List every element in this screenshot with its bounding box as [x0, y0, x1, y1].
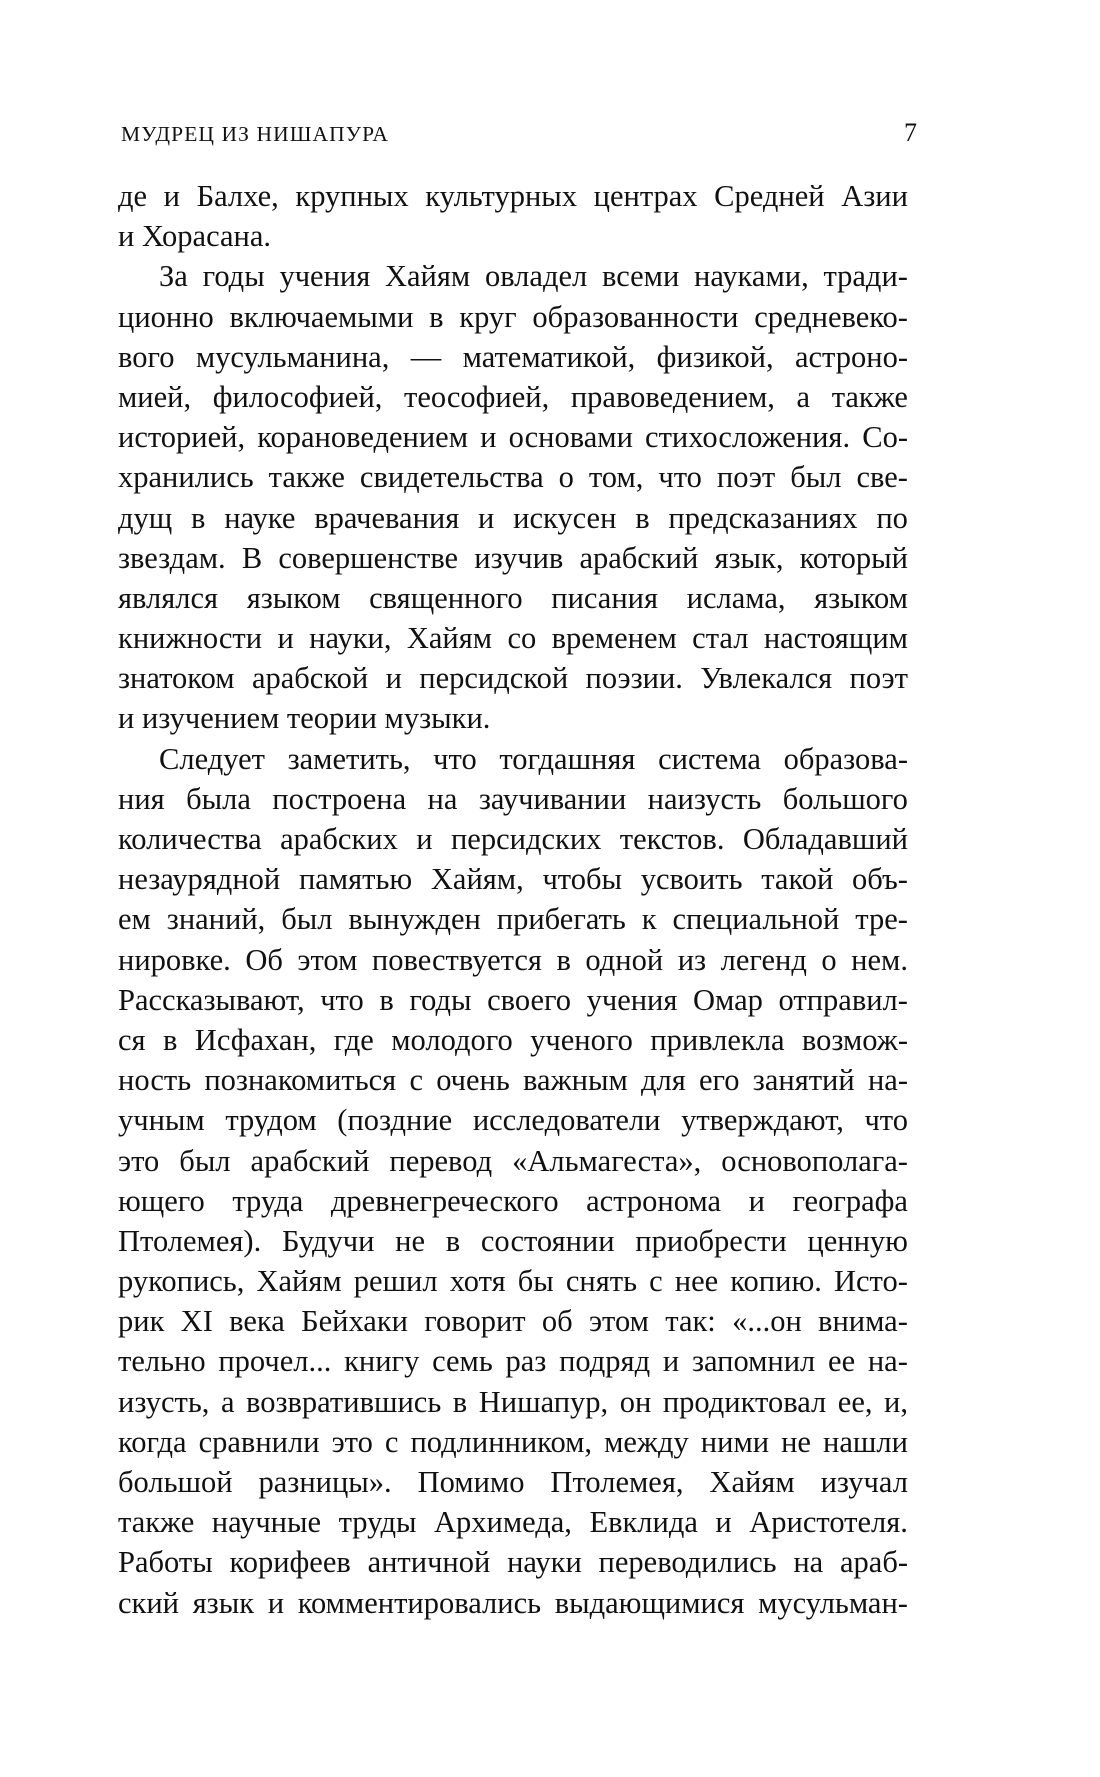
word: поэзии.	[585, 661, 683, 696]
word: арабский	[250, 1143, 370, 1178]
word: Архимеда,	[433, 1505, 572, 1540]
word: изучал	[820, 1465, 908, 1499]
text-line	[118, 1462, 908, 1502]
word: состоянии	[480, 1223, 615, 1258]
text-line	[118, 538, 908, 578]
word: а	[220, 1384, 235, 1419]
word: также	[118, 1505, 195, 1540]
word: текстов.	[619, 822, 725, 856]
word: была	[186, 781, 251, 816]
word: что	[320, 982, 364, 1017]
word: Об	[245, 942, 283, 977]
word: ность	[118, 1063, 192, 1098]
text-line	[118, 1542, 908, 1582]
word: ционно	[118, 299, 214, 334]
word: на	[793, 1545, 824, 1580]
word: в	[191, 500, 206, 535]
word: годы	[409, 982, 472, 1017]
text-line	[118, 297, 908, 337]
word: легенд	[720, 942, 807, 977]
word: повествуется	[371, 942, 542, 977]
word: и	[478, 500, 495, 535]
word: астроно-	[794, 339, 908, 374]
word: продиктовал	[662, 1384, 827, 1419]
word: поэт	[849, 661, 908, 696]
word: система	[658, 741, 761, 776]
word: со	[507, 621, 537, 656]
word: науке	[224, 500, 296, 535]
word: центрах	[593, 179, 698, 213]
word: и изучением теории музыки.	[118, 701, 491, 736]
word: араб-	[840, 1545, 908, 1580]
word: и	[277, 621, 294, 656]
word: культурных	[425, 179, 578, 213]
text-line	[118, 859, 908, 899]
word: хранились	[118, 460, 254, 495]
word: арабский	[579, 540, 699, 575]
word: снять	[565, 1264, 637, 1299]
word: не	[781, 1424, 811, 1459]
word: большой	[118, 1465, 233, 1499]
word: что	[433, 741, 477, 776]
word: заметить,	[287, 741, 411, 776]
text-line	[118, 698, 908, 738]
text-line	[118, 1020, 908, 1060]
word: поэт	[716, 460, 776, 495]
word: вого	[118, 339, 175, 374]
word: являлся	[118, 580, 219, 615]
word: круг	[459, 299, 517, 334]
word: раз	[505, 1344, 547, 1379]
word: священного	[369, 580, 523, 615]
word: познакомиться	[204, 1063, 397, 1098]
text-line	[118, 899, 908, 939]
word: искусен	[513, 500, 617, 535]
text-line	[118, 940, 908, 980]
text-line	[118, 739, 908, 779]
text-line	[118, 1422, 908, 1462]
word: древнегреческого	[330, 1183, 559, 1218]
word: правоведением,	[570, 379, 775, 414]
word: историей,	[118, 420, 246, 455]
word: корифеев	[229, 1545, 351, 1580]
word: приобрести	[635, 1223, 787, 1258]
word: ее,	[837, 1384, 873, 1419]
word: не	[395, 1223, 426, 1258]
word: язык	[192, 1585, 255, 1620]
word: века	[229, 1304, 285, 1339]
word: ем	[118, 902, 151, 937]
word: овладел	[484, 259, 588, 294]
word: физикой,	[656, 339, 774, 374]
word: незаурядной	[118, 862, 281, 897]
text-line	[118, 216, 908, 256]
word: Исфахан,	[194, 1022, 317, 1057]
word: образованности	[532, 299, 739, 334]
word: из	[677, 942, 707, 977]
word: всеми	[601, 259, 680, 294]
word: в	[635, 500, 650, 535]
text-line	[118, 980, 908, 1020]
word: предсказаниях	[668, 500, 858, 535]
word: Хайям	[709, 1465, 795, 1499]
word: науки	[507, 1545, 582, 1580]
word: XI	[180, 1304, 213, 1339]
word: этом	[297, 942, 358, 977]
word: астронома	[586, 1183, 722, 1218]
text-line	[118, 176, 908, 216]
word: мией,	[118, 379, 192, 414]
word: возмож-	[801, 1022, 908, 1057]
word: когда	[118, 1424, 187, 1459]
word: (поздние	[337, 1103, 453, 1138]
word: настоящим	[763, 621, 908, 656]
word: науки,	[309, 621, 392, 656]
word: и	[385, 661, 402, 696]
text-line	[118, 498, 908, 538]
word: такой	[761, 862, 834, 897]
word: был	[179, 1143, 231, 1178]
word: годы	[202, 259, 265, 294]
word: корановедением	[257, 420, 469, 455]
word: книжности	[118, 621, 263, 656]
word: в	[379, 982, 394, 1017]
word: говорит	[424, 1304, 526, 1339]
word: и	[748, 1183, 765, 1218]
word: Бейхаки	[301, 1304, 408, 1339]
word: включаемыми	[229, 299, 414, 334]
word: «...он	[732, 1304, 802, 1339]
word: тради-	[823, 259, 908, 294]
running-head	[121, 118, 921, 152]
text-line	[118, 1583, 908, 1623]
text-line	[118, 1382, 908, 1422]
word: ученого	[530, 1022, 633, 1057]
word: переводились	[598, 1545, 777, 1580]
word: тельно	[118, 1344, 206, 1379]
text-line	[118, 618, 908, 658]
word: где	[333, 1022, 374, 1057]
word: стихосложения.	[645, 420, 851, 455]
word: Увлекался	[700, 661, 833, 696]
word: также	[268, 460, 345, 495]
word: прочел...	[218, 1344, 332, 1379]
word: нировке.	[118, 942, 231, 977]
word: труда	[232, 1183, 304, 1218]
word: и	[267, 1585, 285, 1620]
word: своего	[487, 982, 571, 1017]
word: «Альмагеста»,	[512, 1143, 702, 1178]
word: построена	[272, 781, 407, 816]
word: он	[619, 1384, 652, 1419]
word: Аристотеля.	[749, 1505, 908, 1540]
word: Работы	[118, 1545, 213, 1580]
word: о	[558, 460, 574, 495]
word: сравнили	[198, 1424, 320, 1459]
word: это	[118, 1143, 160, 1178]
word: привлекла	[650, 1022, 785, 1057]
word: За	[159, 259, 188, 294]
word: нем.	[851, 942, 908, 977]
word: с	[409, 1063, 423, 1098]
text-line	[118, 1221, 908, 1261]
word: том,	[588, 460, 644, 495]
word: к	[641, 902, 657, 937]
word: для	[641, 1063, 686, 1098]
word: географа	[792, 1183, 908, 1218]
word: ее	[828, 1344, 856, 1379]
word: Азии	[841, 179, 908, 213]
word: Омар	[693, 982, 763, 1017]
text-line	[118, 417, 908, 457]
word: так:	[665, 1304, 716, 1339]
word: прибегать	[496, 902, 626, 937]
word: труды	[338, 1505, 417, 1540]
word: был	[281, 902, 333, 937]
word: также	[831, 379, 908, 414]
word: писания	[551, 580, 659, 615]
word: Хайям	[384, 259, 471, 294]
word: ними	[700, 1424, 770, 1459]
word: вынужден	[348, 902, 481, 937]
word: тогдашняя	[499, 741, 636, 776]
word: комментировались	[297, 1585, 542, 1620]
word: это	[331, 1424, 373, 1459]
word: возвратившись	[246, 1384, 442, 1419]
word: книгу	[344, 1344, 420, 1379]
word: языком	[814, 580, 908, 615]
word: рик	[118, 1304, 165, 1339]
word: очень	[436, 1063, 510, 1098]
word: подряд	[559, 1344, 651, 1379]
body-text-block	[118, 176, 908, 1623]
word: в	[445, 1223, 461, 1258]
text-line	[118, 1301, 908, 1341]
word: мусульманина,	[195, 339, 390, 374]
word: дущ	[118, 500, 173, 535]
word: одной	[585, 942, 664, 977]
word: количества	[118, 822, 262, 856]
word: о	[821, 942, 837, 977]
word: стал	[692, 621, 749, 656]
word: свидетельства	[359, 460, 544, 495]
word: В	[241, 540, 263, 575]
word: трудом	[225, 1103, 317, 1138]
word: Хайям	[406, 621, 493, 656]
page-number: 7	[904, 118, 917, 147]
word: важным	[523, 1063, 628, 1098]
word: арабской	[251, 661, 369, 696]
word: мусульман-	[758, 1585, 908, 1620]
word: персидской	[419, 661, 569, 696]
word: об	[541, 1304, 573, 1339]
word: Исто-	[833, 1264, 908, 1299]
word: учения	[586, 982, 678, 1017]
word: философией,	[212, 379, 383, 414]
word: наизусть	[647, 781, 762, 816]
text-line	[118, 1502, 908, 1542]
word: нашли	[823, 1424, 908, 1459]
word: средневеко-	[754, 299, 908, 334]
word: занятий	[752, 1063, 855, 1098]
word: и Хорасана.	[118, 219, 272, 254]
word: и,	[884, 1384, 908, 1419]
word: ский	[118, 1585, 179, 1620]
word: ния	[118, 781, 165, 816]
word: Евклида	[589, 1505, 698, 1540]
word: Птолемея,	[550, 1465, 684, 1499]
word: ценную	[807, 1223, 908, 1258]
word: науками,	[694, 259, 809, 294]
word: с	[649, 1264, 663, 1299]
word: перевод	[389, 1143, 493, 1178]
word: в	[429, 299, 444, 334]
word: был	[790, 460, 842, 495]
word: образова-	[783, 741, 908, 776]
word: изучив	[474, 540, 564, 575]
word: хотя	[449, 1264, 506, 1299]
word: Рассказывают,	[118, 982, 305, 1017]
word: объ-	[852, 862, 908, 897]
word: знаний,	[166, 902, 266, 937]
word: семь	[432, 1344, 493, 1379]
word: и	[163, 179, 180, 213]
word: усвоить	[640, 862, 743, 897]
text-line	[118, 1181, 908, 1221]
word: что	[864, 1103, 908, 1138]
word: изусть,	[118, 1384, 210, 1419]
word: что	[658, 460, 702, 495]
text-line	[118, 658, 908, 698]
word: Обладавший	[742, 822, 908, 856]
word: и	[662, 1344, 680, 1379]
word: который	[799, 540, 908, 575]
text-line	[118, 779, 908, 819]
word: Балхе,	[196, 179, 279, 213]
word: подлинником,	[410, 1424, 593, 1459]
word: теософией,	[404, 379, 550, 414]
word: отправил-	[778, 982, 908, 1017]
word: врачевания	[314, 500, 460, 535]
text-line	[118, 578, 908, 618]
word: античной	[367, 1545, 491, 1580]
word: Средней	[714, 179, 825, 213]
word: знатоком	[118, 661, 235, 696]
word: а	[796, 379, 811, 414]
word: на-	[867, 1344, 908, 1379]
word: Следует	[159, 741, 265, 776]
word: Нишапур,	[478, 1384, 609, 1419]
word: с	[384, 1424, 399, 1459]
word: и	[715, 1505, 732, 1540]
word: Со-	[862, 420, 908, 455]
text-line	[118, 1341, 908, 1381]
word: выдающимися	[554, 1585, 745, 1620]
word: язык,	[714, 540, 784, 575]
text-line	[118, 1060, 908, 1100]
text-line	[118, 457, 908, 497]
word: этом	[588, 1304, 649, 1339]
word: памятью	[298, 862, 413, 897]
word: разницы».	[258, 1465, 392, 1499]
text-line	[118, 377, 908, 417]
word: основополага-	[721, 1143, 908, 1178]
word: основами	[508, 420, 633, 455]
word: большого	[782, 781, 908, 816]
text-line	[118, 256, 908, 296]
word: в	[556, 942, 571, 977]
word: де	[118, 179, 148, 213]
word: между	[604, 1424, 689, 1459]
word: ислама,	[686, 580, 786, 615]
word: Хайям	[256, 1264, 342, 1299]
word: арабских	[280, 822, 398, 856]
word: звездам.	[118, 540, 226, 575]
word: рукопись,	[118, 1264, 245, 1299]
word: в	[452, 1384, 468, 1419]
word: ющего	[118, 1183, 205, 1218]
word: Помимо	[417, 1465, 525, 1499]
text-line	[118, 1261, 908, 1301]
word: тре-	[855, 902, 908, 937]
word: внима-	[818, 1304, 908, 1339]
word: и	[416, 822, 433, 856]
text-line	[118, 1141, 908, 1181]
word: бы	[517, 1264, 554, 1299]
word: его	[699, 1063, 740, 1098]
word: ся	[118, 1022, 146, 1057]
word: заучивании	[478, 781, 627, 816]
word: совершенстве	[278, 540, 459, 575]
word: специальной	[672, 902, 840, 937]
word: персидских	[450, 822, 602, 856]
word: копию.	[730, 1264, 822, 1299]
word: и	[480, 420, 497, 455]
word: учения	[279, 259, 371, 294]
word: нее	[674, 1264, 719, 1299]
word: на-	[867, 1063, 908, 1098]
word: молодого	[391, 1022, 513, 1057]
word: временем	[551, 621, 677, 656]
word: в	[162, 1022, 178, 1057]
text-line	[118, 819, 908, 859]
word: решил	[353, 1264, 438, 1299]
word: утверждают,	[681, 1103, 844, 1138]
word: языком	[246, 580, 341, 615]
word: на	[427, 781, 458, 816]
running-head-title: МУДРЕЦ ИЗ НИШАПУРА	[121, 122, 390, 146]
word: по	[876, 500, 908, 535]
text-line	[118, 337, 908, 377]
word: математикой,	[462, 339, 636, 374]
word: учным	[118, 1103, 205, 1138]
text-line	[118, 1100, 908, 1140]
word: Будучи	[281, 1223, 375, 1258]
word: —	[410, 339, 442, 374]
word: крупных	[295, 179, 409, 213]
word: запомнил	[691, 1344, 816, 1379]
word: све-	[856, 460, 908, 495]
word: Хайям,	[430, 862, 524, 897]
word: чтобы	[542, 862, 622, 897]
word: Птолемея).	[118, 1223, 262, 1258]
word: научные	[211, 1505, 322, 1540]
word: исследователи	[472, 1103, 661, 1138]
